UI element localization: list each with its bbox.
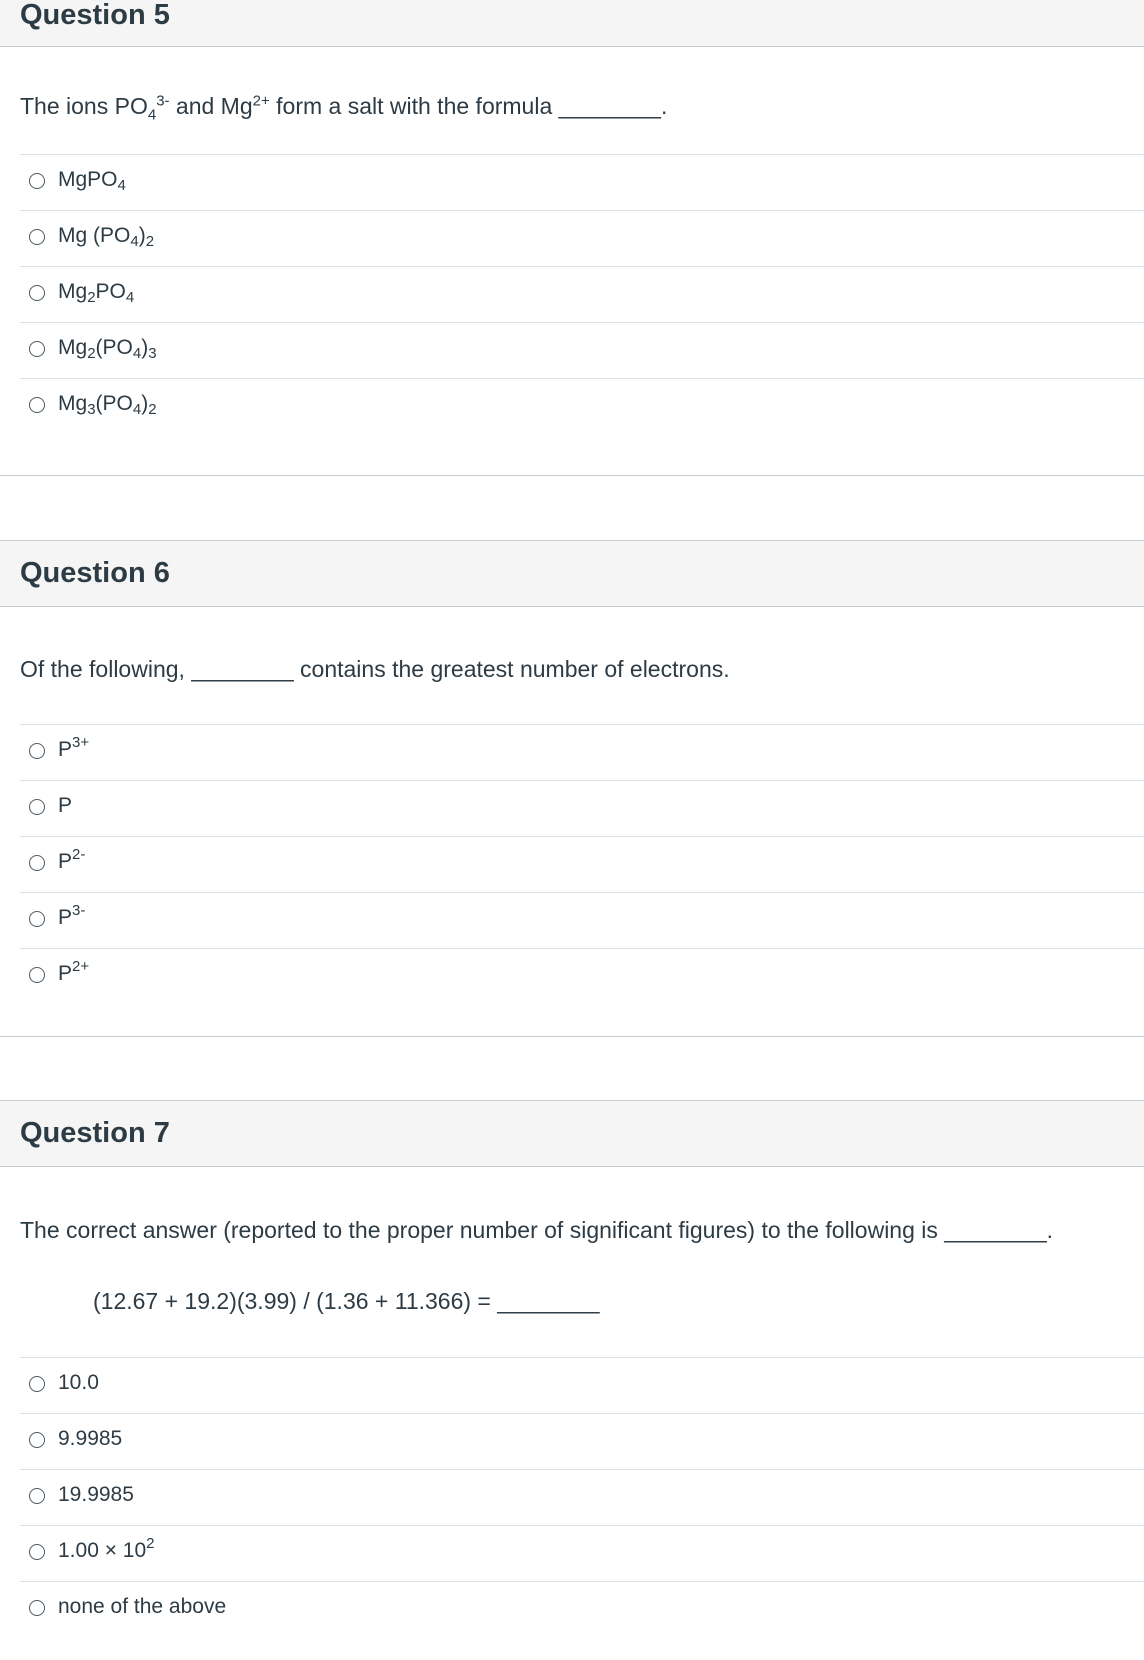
question-text-part: and Mg [169, 93, 253, 119]
answer-label: $P^{2+}$ [58, 958, 90, 985]
superscript: 2+ [252, 92, 270, 110]
answer-label: $Mg_2(PO_4)_3$ [58, 336, 157, 362]
answer-label: MgPO$_4$ [58, 168, 126, 194]
answer-option[interactable] [20, 322, 1144, 378]
answer-option[interactable] [20, 1469, 1144, 1525]
answer-option[interactable] [20, 892, 1144, 948]
formula-expression: (12.67 + 19.2)(3.99) / (1.36 + 11.366) = [93, 1288, 498, 1314]
radio-button[interactable] [29, 799, 45, 815]
question-text [20, 656, 730, 683]
answer-label: $P^{2-}$ [58, 846, 86, 873]
question-header [0, 0, 1144, 47]
answer-option[interactable] [20, 1525, 1144, 1581]
question-header [0, 540, 1144, 607]
question-formula [93, 1288, 600, 1315]
answer-option[interactable] [20, 780, 1144, 836]
radio-button[interactable] [29, 1432, 45, 1448]
radio-button[interactable] [29, 1376, 45, 1392]
answer-label: 19.9985 [58, 1483, 134, 1506]
question-text [20, 1217, 1053, 1244]
answer-blank: ________ [191, 656, 294, 682]
answer-option[interactable] [20, 836, 1144, 892]
question-title: Question 7 [20, 1117, 170, 1149]
answer-option[interactable] [20, 1413, 1144, 1469]
answer-list [20, 1357, 1144, 1637]
radio-button[interactable] [29, 341, 45, 357]
answer-blank: ________ [944, 1217, 1047, 1243]
radio-button[interactable] [29, 285, 45, 301]
answer-label: $Mg_3(PO_4)_2$ [58, 392, 157, 418]
answer-label: P [58, 794, 73, 817]
radio-button[interactable] [29, 397, 45, 413]
question-text-part: form a salt with the formula [269, 93, 559, 119]
answer-option[interactable] [20, 266, 1144, 322]
radio-button[interactable] [29, 911, 45, 927]
radio-button[interactable] [29, 1488, 45, 1504]
question-text-part: Of the following, [20, 656, 192, 682]
subscript: 4 [147, 106, 157, 124]
answer-option[interactable] [20, 210, 1144, 266]
radio-button[interactable] [29, 229, 45, 245]
answer-label: $Mg_2PO_4$ [58, 280, 135, 306]
answer-label: Mg $(PO_4)_2$ [58, 224, 155, 250]
answer-label: $P^{3+}$ [58, 734, 90, 761]
question-text-part: . [1046, 1217, 1054, 1243]
answer-option[interactable] [20, 1357, 1144, 1413]
answer-list [20, 724, 1144, 1004]
question-title: Question 6 [20, 557, 170, 589]
radio-button[interactable] [29, 855, 45, 871]
answer-blank: ________ [497, 1288, 600, 1314]
answer-label: $1.00 \times 10^2$ [58, 1535, 155, 1562]
answer-option[interactable] [20, 378, 1144, 434]
answer-blank: ________ [558, 93, 661, 119]
radio-button[interactable] [29, 743, 45, 759]
answer-label: 10.0 [58, 1371, 99, 1394]
question-text-part: The ions PO [20, 93, 148, 119]
question-text-part: contains the greatest number of electrons. [293, 656, 730, 682]
question-divider [0, 1036, 1144, 1037]
question-text-part: The correct answer (reported to the proper number of significant figures) to the following is [20, 1217, 945, 1243]
answer-label: none of the above [58, 1595, 227, 1618]
answer-option[interactable] [20, 154, 1144, 210]
question-header [0, 1100, 1144, 1167]
question-title: Question 5 [20, 0, 170, 31]
answer-label: $P^{3-}$ [58, 902, 86, 929]
answer-option[interactable] [20, 724, 1144, 780]
radio-button[interactable] [29, 967, 45, 983]
answer-option[interactable] [20, 948, 1144, 1004]
answer-option[interactable] [20, 1581, 1144, 1637]
superscript: 3- [156, 92, 170, 110]
question-text-part: . [660, 93, 668, 119]
question-text [20, 92, 668, 124]
radio-button[interactable] [29, 173, 45, 189]
question-divider [0, 475, 1144, 476]
answer-label: 9.9985 [58, 1427, 123, 1450]
answer-list [20, 154, 1144, 434]
radio-button[interactable] [29, 1600, 45, 1616]
radio-button[interactable] [29, 1544, 45, 1560]
